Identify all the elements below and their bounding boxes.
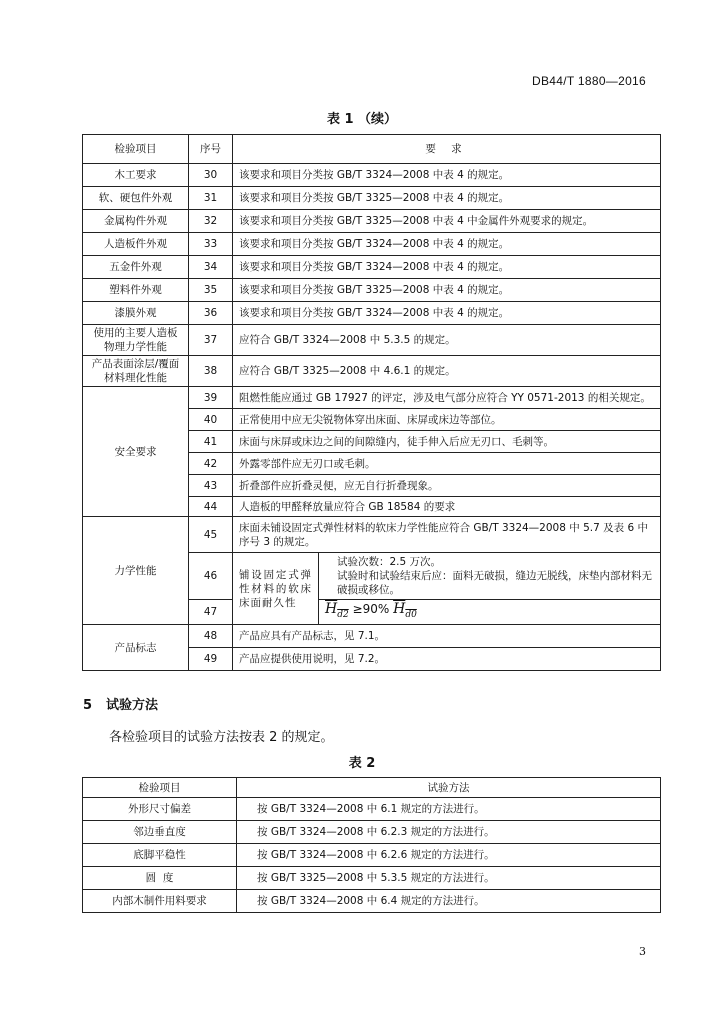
row-item: 软、硬包件外观 <box>83 187 189 210</box>
standard-code: DB44/T 1880—2016 <box>532 74 646 88</box>
row-no: 49 <box>189 648 233 671</box>
header-method: 试验方法 <box>237 778 661 798</box>
marking-item: 产品标志 <box>83 625 189 671</box>
row-no: 36 <box>189 302 233 325</box>
formula-relation: ≥90% <box>352 602 390 617</box>
row-req: 该要求和项目分类按 GB/T 3324—2008 中表 4 的规定。 <box>233 256 661 279</box>
row-req: 正常使用中应无尖锐物体穿出床面、床屏或床边等部位。 <box>233 409 661 431</box>
row-req: 应符合 GB/T 3324—2008 中 5.3.5 的规定。 <box>233 325 661 356</box>
table-row <box>83 890 661 913</box>
row-req: 床面未铺设固定式弹性材料的软床力学性能应符合 GB/T 3324—2008 中 5.7 及表 6 中序号 3 的规定。 <box>233 517 661 553</box>
formula-h-d2: $H_{d2}$ <box>325 601 349 620</box>
table-row <box>83 164 661 187</box>
row-req: 该要求和项目分类按 GB/T 3325—2008 中表 4 中金属件外观要求的规定。 <box>233 210 661 233</box>
row-no: 41 <box>189 431 233 453</box>
header-item: 检验项目 <box>83 778 237 798</box>
row-no: 40 <box>189 409 233 431</box>
req-line-2: 试验时和试验结束后应：面料无破损，缝边无脱线，床垫内部材料无破损或移位。 <box>337 570 652 596</box>
section-title: 试验方法 <box>106 698 159 713</box>
table-row <box>83 387 661 409</box>
row-no: 39 <box>189 387 233 409</box>
table-row <box>83 867 661 890</box>
row-no: 46 <box>189 553 233 600</box>
table-row <box>83 844 661 867</box>
row-method: 按 GB/T 3324—2008 中 6.2.6 规定的方法进行。 <box>237 844 661 867</box>
row-req: 该要求和项目分类按 GB/T 3324—2008 中表 4 的规定。 <box>233 164 661 187</box>
row-req: 该要求和项目分类按 GB/T 3325—2008 中表 4 的规定。 <box>233 279 661 302</box>
table1 <box>82 134 661 671</box>
mechanical-item: 力学性能 <box>83 517 189 625</box>
table-row <box>83 302 661 325</box>
row-item: 底脚平稳性 <box>83 844 237 867</box>
table-row <box>83 325 661 356</box>
table2-header-row <box>83 778 661 798</box>
row-req: 折叠部件应折叠灵便，应无自行折叠现象。 <box>233 475 661 497</box>
row-req: 该要求和项目分类按 GB/T 3324—2008 中表 4 的规定。 <box>233 302 661 325</box>
row-req: 产品应具有产品标志，见 7.1。 <box>233 625 661 648</box>
row-no: 35 <box>189 279 233 302</box>
table-row <box>83 210 661 233</box>
formula <box>319 600 661 625</box>
row-method: 按 GB/T 3324—2008 中 6.2.3 规定的方法进行。 <box>237 821 661 844</box>
header-req: 要 求 <box>233 135 661 164</box>
table-row <box>83 233 661 256</box>
row-item: 圆 度 <box>83 867 237 890</box>
row-method: 按 GB/T 3324—2008 中 6.4 规定的方法进行。 <box>237 890 661 913</box>
row-item: 使用的主要人造板物理力学性能 <box>83 325 189 356</box>
table-row <box>83 279 661 302</box>
row-item: 木工要求 <box>83 164 189 187</box>
durability-sub-item: 铺设固定式弹性材料的软床床面耐久性 <box>233 553 319 625</box>
row-req: 床面与床屏或床边之间的间隙缝内，徒手伸入后应无刃口、毛刺等。 <box>233 431 661 453</box>
table1-caption: 表 1 （续） <box>326 112 398 127</box>
table-row <box>83 798 661 821</box>
row-no: 30 <box>189 164 233 187</box>
row-item: 邻边垂直度 <box>83 821 237 844</box>
row-no: 38 <box>189 356 233 387</box>
table-row <box>83 356 661 387</box>
table2-caption: 表 2 <box>348 756 376 771</box>
row-req: 外露零部件应无刃口或毛刺。 <box>233 453 661 475</box>
table-row <box>83 187 661 210</box>
row-item: 外形尺寸偏差 <box>83 798 237 821</box>
row-no: 48 <box>189 625 233 648</box>
row-req <box>319 553 661 600</box>
row-no: 45 <box>189 517 233 553</box>
row-method: 按 GB/T 3325—2008 中 5.3.5 规定的方法进行。 <box>237 867 661 890</box>
row-item: 漆膜外观 <box>83 302 189 325</box>
row-method: 按 GB/T 3324—2008 中 6.1 规定的方法进行。 <box>237 798 661 821</box>
row-req: 应符合 GB/T 3325—2008 中 4.6.1 的规定。 <box>233 356 661 387</box>
formula-h-d0: $H_{d0}$ <box>393 601 417 620</box>
table-row <box>83 625 661 648</box>
row-item: 内部木制件用料要求 <box>83 890 237 913</box>
section-heading <box>83 694 158 713</box>
row-no: 37 <box>189 325 233 356</box>
row-req: 产品应提供使用说明，见 7.2。 <box>233 648 661 671</box>
row-item: 五金件外观 <box>83 256 189 279</box>
row-req: 该要求和项目分类按 GB/T 3324—2008 中表 4 的规定。 <box>233 233 661 256</box>
row-item: 人造板件外观 <box>83 233 189 256</box>
req-line-1: 试验次数：2.5 万次。 <box>337 556 442 568</box>
table-row <box>83 517 661 553</box>
row-item: 产品表面涂层/覆面材料理化性能 <box>83 356 189 387</box>
row-no: 31 <box>189 187 233 210</box>
row-item: 金属构件外观 <box>83 210 189 233</box>
row-req: 阻燃性能应通过 GB 17927 的评定，涉及电气部分应符合 YY 0571-2013 的相关规定。 <box>233 387 661 409</box>
table1-header-row <box>83 135 661 164</box>
row-req: 该要求和项目分类按 GB/T 3325—2008 中表 4 的规定。 <box>233 187 661 210</box>
section-paragraph: 各检验项目的试验方法按表 2 的规定。 <box>109 730 334 745</box>
safety-item: 安全要求 <box>83 387 189 517</box>
header-no: 序号 <box>189 135 233 164</box>
section-number: 5 <box>83 698 93 713</box>
row-no: 47 <box>189 600 233 625</box>
row-no: 44 <box>189 497 233 517</box>
row-no: 43 <box>189 475 233 497</box>
table-row <box>83 256 661 279</box>
page-number: 3 <box>639 945 646 958</box>
table2 <box>82 777 661 913</box>
row-no: 33 <box>189 233 233 256</box>
row-item: 塑料件外观 <box>83 279 189 302</box>
table-row <box>83 821 661 844</box>
row-no: 34 <box>189 256 233 279</box>
row-no: 42 <box>189 453 233 475</box>
header-item: 检验项目 <box>83 135 189 164</box>
row-req: 人造板的甲醛释放量应符合 GB 18584 的要求 <box>233 497 661 517</box>
row-no: 32 <box>189 210 233 233</box>
